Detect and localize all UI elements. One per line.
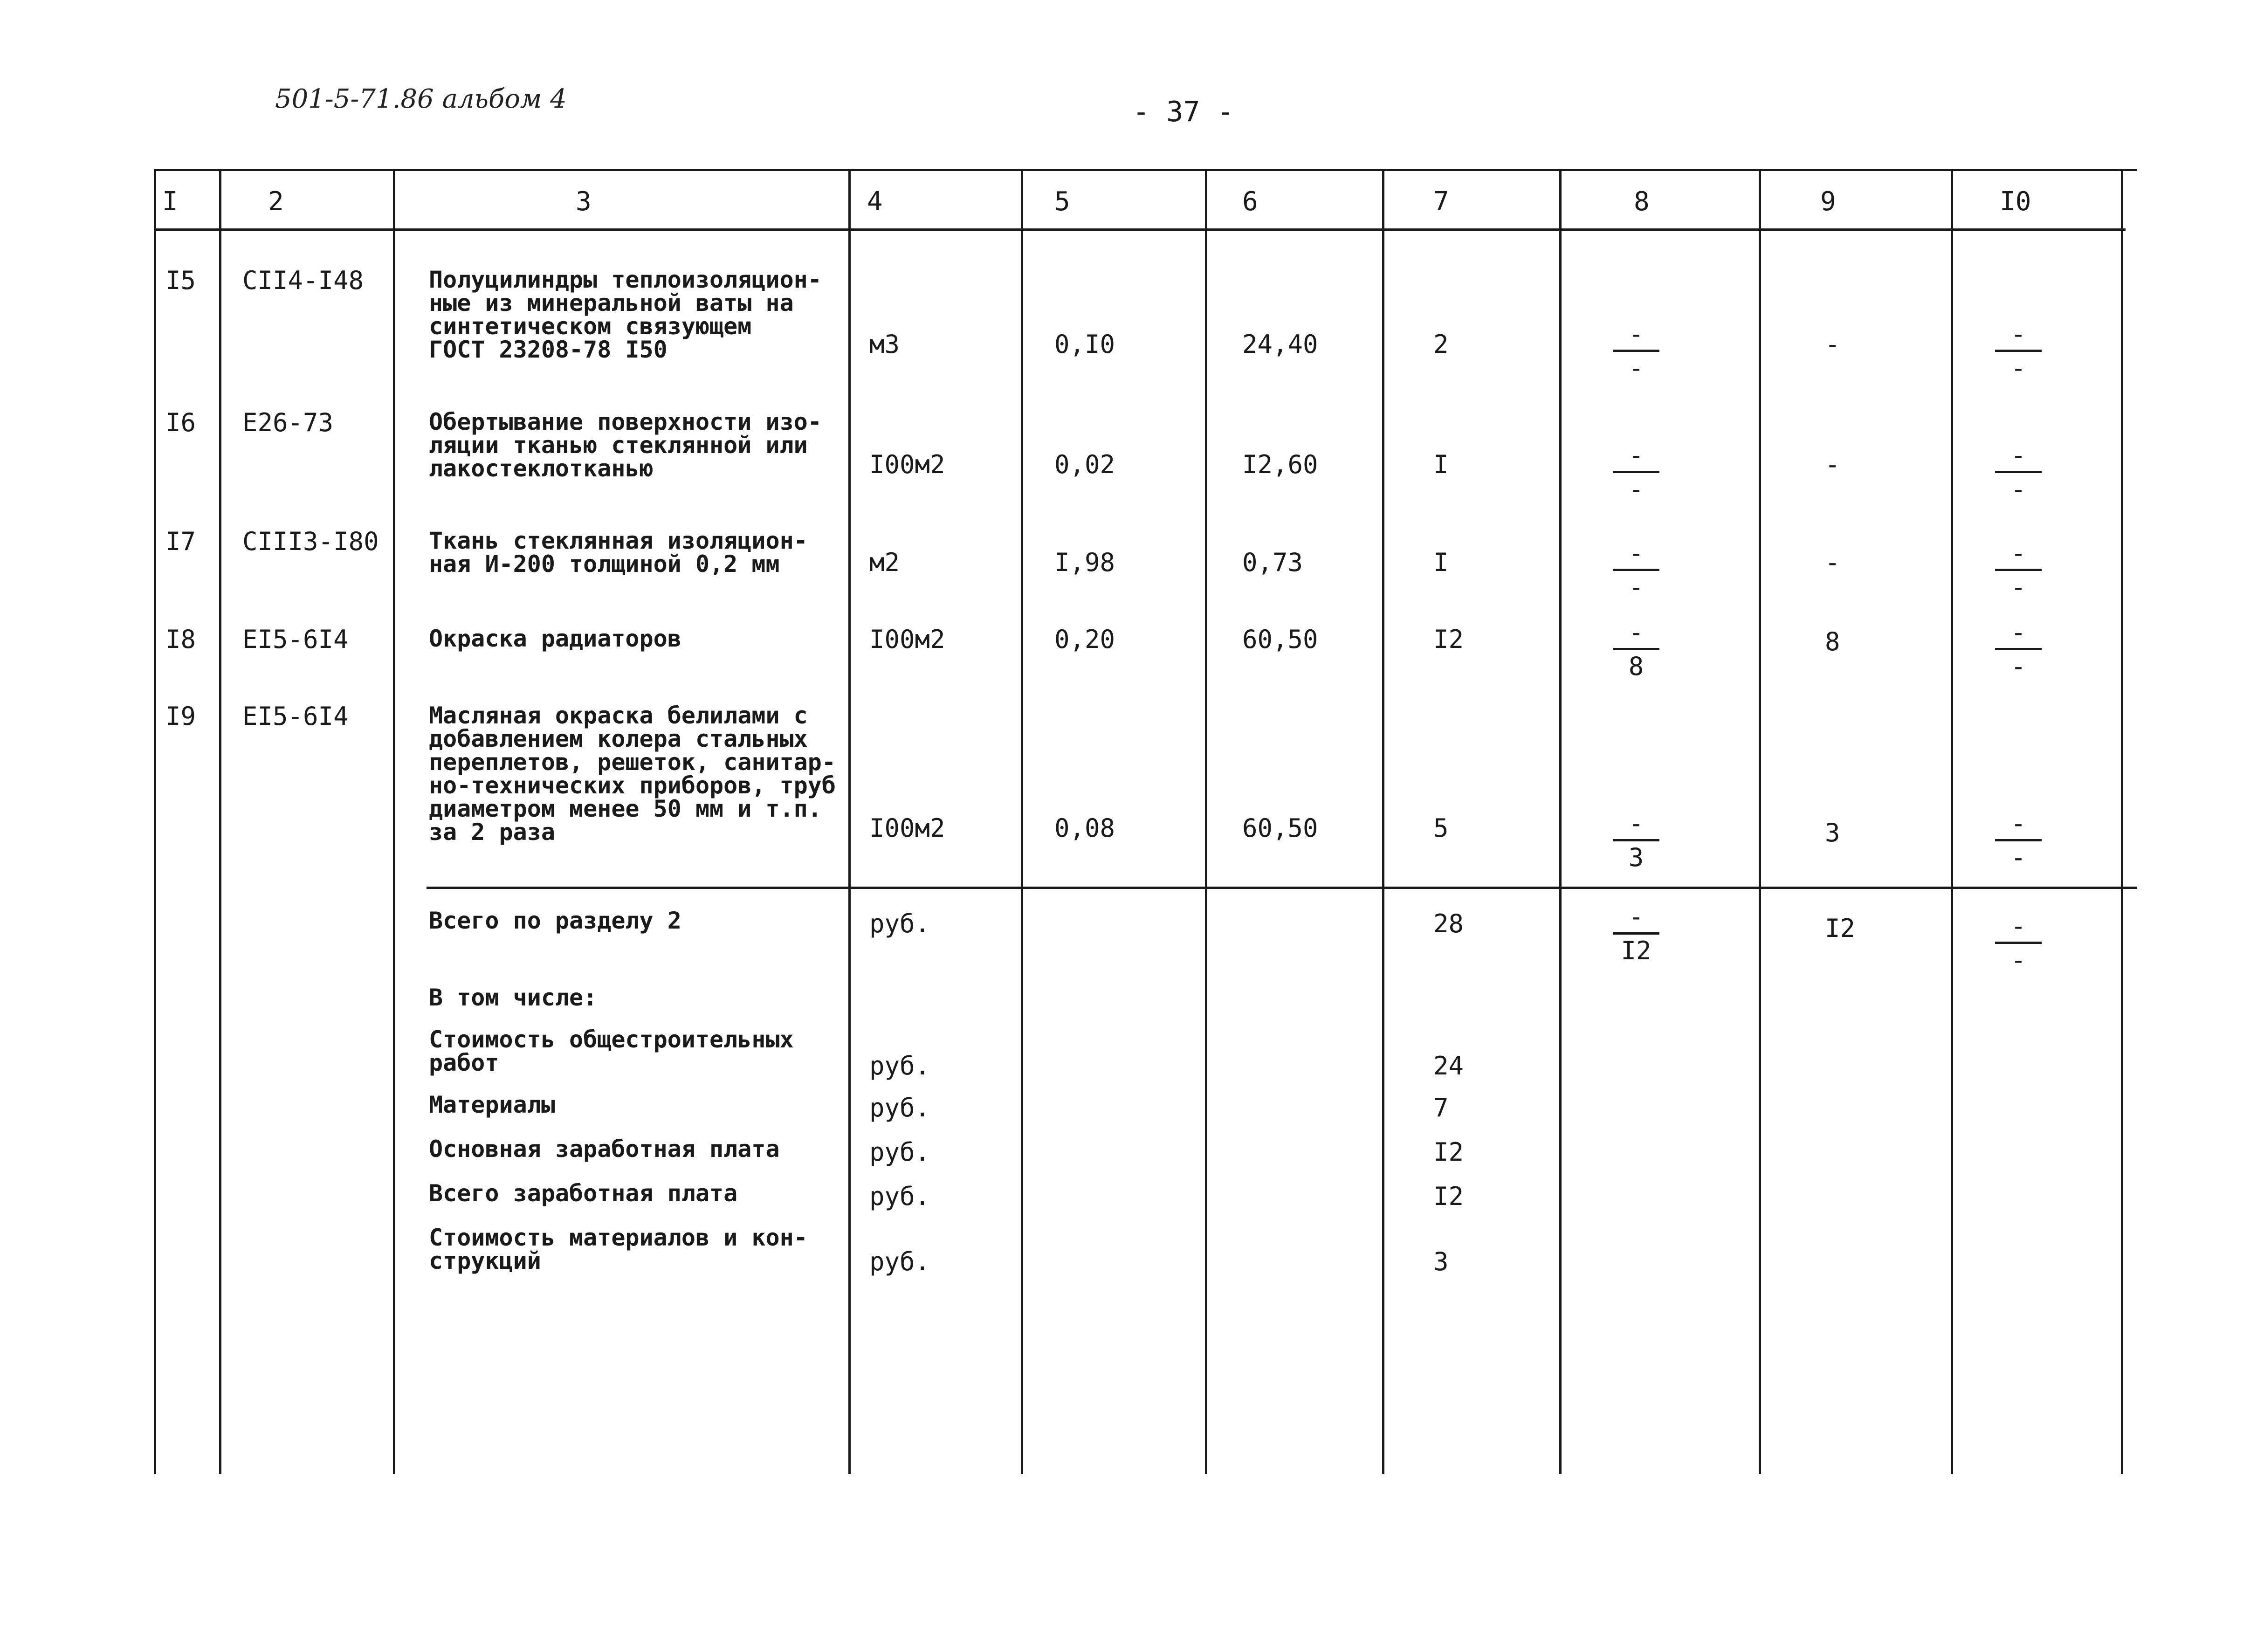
fraction-bottom: - bbox=[2010, 945, 2026, 975]
wage-fraction bbox=[1613, 811, 1659, 870]
column-header: 8 bbox=[1634, 186, 1650, 217]
wage-fraction bbox=[1613, 538, 1659, 602]
column-header: 9 bbox=[1820, 186, 1836, 217]
fraction-top: - bbox=[2010, 538, 2026, 568]
quantity: I,98 bbox=[1054, 548, 1115, 577]
row-number: I7 bbox=[165, 527, 196, 556]
column-header: 3 bbox=[576, 186, 592, 217]
material-fraction bbox=[1995, 811, 2042, 870]
rate-code: СII4-I48 bbox=[242, 266, 364, 295]
breakdown-unit: руб. bbox=[869, 1247, 930, 1276]
wage-total: I2 bbox=[1825, 914, 1856, 943]
unit: I00м2 bbox=[869, 625, 945, 654]
unit: I00м2 bbox=[869, 813, 945, 843]
material-fraction bbox=[1995, 538, 2042, 602]
column-divider bbox=[1559, 169, 1562, 1474]
subtotal-divider bbox=[427, 887, 2137, 889]
fraction-bottom: - bbox=[1628, 475, 1644, 504]
column-header: 4 bbox=[867, 186, 883, 217]
fraction-top: - bbox=[1628, 902, 1644, 931]
table-top-border bbox=[154, 169, 2137, 171]
fraction-bar bbox=[1613, 648, 1659, 650]
section-total-label: Всего по разделу 2 bbox=[429, 907, 681, 934]
breakdown-label: Стоимость общестроительных работ bbox=[429, 1026, 794, 1076]
fraction-bottom: - bbox=[2010, 353, 2026, 383]
rate-code: СIII3-I80 bbox=[242, 527, 379, 556]
total-cost: 5 bbox=[1433, 813, 1449, 843]
column-divider bbox=[1759, 169, 1761, 1474]
column-divider bbox=[1205, 169, 1207, 1474]
column-header: 6 bbox=[1242, 186, 1258, 217]
material-fraction bbox=[1995, 443, 2042, 502]
fraction-bottom: - bbox=[1628, 572, 1644, 602]
wage-total: - bbox=[1825, 450, 1840, 479]
header-bottom-border bbox=[154, 228, 2126, 231]
wage-total: 3 bbox=[1825, 818, 1840, 847]
column-header: 7 bbox=[1433, 186, 1449, 217]
fraction-bar bbox=[1995, 648, 2042, 650]
fraction-top: - bbox=[2010, 911, 2026, 941]
breakdown-value: 3 bbox=[1433, 1247, 1449, 1276]
document-code: 501-5-71.86 альбом 4 bbox=[275, 84, 567, 114]
fraction-bottom: - bbox=[2010, 843, 2026, 872]
material-fraction bbox=[1995, 319, 2042, 383]
fraction-bottom: - bbox=[2010, 652, 2026, 681]
fraction-bar bbox=[1613, 471, 1659, 473]
fraction-top: - bbox=[2010, 809, 2026, 838]
row-number: I9 bbox=[165, 702, 196, 731]
fraction-bottom: - bbox=[2010, 572, 2026, 602]
row-number: I8 bbox=[165, 625, 196, 654]
total-cost: I2 bbox=[1433, 625, 1464, 654]
column-header: I0 bbox=[2000, 186, 2031, 217]
fraction-top: - bbox=[1628, 618, 1644, 647]
column-header: I bbox=[162, 186, 178, 217]
wage-fraction bbox=[1613, 319, 1659, 383]
fraction-top: - bbox=[2010, 319, 2026, 349]
column-divider bbox=[1951, 169, 1953, 1474]
fraction-bar bbox=[1995, 569, 2042, 571]
total-cost: 2 bbox=[1433, 330, 1449, 359]
unit-price: 60,50 bbox=[1242, 625, 1318, 654]
column-divider bbox=[1021, 169, 1023, 1474]
fraction-top: - bbox=[2010, 618, 2026, 647]
unit: м3 bbox=[869, 330, 900, 359]
including-label: В том числе: bbox=[429, 984, 598, 1011]
fraction-bar bbox=[1613, 839, 1659, 841]
row-number: I6 bbox=[165, 408, 196, 437]
fraction-bottom: 3 bbox=[1628, 843, 1644, 872]
breakdown-label: Основная заработная плата bbox=[429, 1136, 780, 1163]
breakdown-unit: руб. bbox=[869, 1051, 930, 1081]
work-description: Ткань стеклянная изоляцион- ная И-200 толщиной 0,2 мм bbox=[429, 527, 808, 578]
breakdown-unit: руб. bbox=[869, 1182, 930, 1211]
fraction-bar bbox=[1613, 932, 1659, 935]
material-fraction bbox=[1995, 911, 2042, 975]
fraction-bar bbox=[1613, 350, 1659, 352]
quantity: 0,08 bbox=[1054, 813, 1115, 843]
fraction-top: - bbox=[1628, 809, 1644, 838]
quantity: 0,02 bbox=[1054, 450, 1115, 479]
breakdown-label: Стоимость материалов и кон- струкций bbox=[429, 1224, 808, 1274]
fraction-top: - bbox=[1628, 441, 1644, 470]
wage-fraction bbox=[1613, 443, 1659, 502]
wage-total: - bbox=[1825, 330, 1840, 359]
column-header: 5 bbox=[1054, 186, 1070, 217]
unit-price: 60,50 bbox=[1242, 813, 1318, 843]
fraction-bar bbox=[1613, 569, 1659, 571]
unit-price: 0,73 bbox=[1242, 548, 1303, 577]
fraction-bottom: - bbox=[1628, 353, 1644, 383]
work-description: Обертывание поверхности изо- ляции тканью стеклянной или лакостеклотканью bbox=[429, 408, 822, 482]
column-header: 2 bbox=[268, 186, 284, 217]
quantity: 0,20 bbox=[1054, 625, 1115, 654]
fraction-bar bbox=[1995, 839, 2042, 841]
wage-total: 8 bbox=[1825, 627, 1840, 656]
column-divider bbox=[848, 169, 851, 1474]
wage-fraction bbox=[1613, 904, 1659, 964]
work-description: Окраска радиаторов bbox=[429, 625, 681, 652]
rate-code: ЕI5-6I4 bbox=[242, 625, 349, 654]
fraction-bar bbox=[1995, 942, 2042, 944]
fraction-bottom: - bbox=[2010, 475, 2026, 504]
column-divider bbox=[154, 169, 156, 1474]
column-divider bbox=[1382, 169, 1384, 1474]
breakdown-label: Всего заработная плата bbox=[429, 1180, 738, 1207]
fraction-bar bbox=[1995, 350, 2042, 352]
fraction-bottom: I2 bbox=[1621, 936, 1651, 965]
breakdown-value: I2 bbox=[1433, 1137, 1464, 1167]
page-number: - 37 - bbox=[1133, 96, 1234, 128]
rate-code: ЕI5-6I4 bbox=[242, 702, 349, 731]
fraction-bar bbox=[1995, 471, 2042, 473]
unit-price: I2,60 bbox=[1242, 450, 1318, 479]
breakdown-value: 7 bbox=[1433, 1093, 1449, 1122]
wage-total: - bbox=[1825, 548, 1840, 577]
breakdown-value: I2 bbox=[1433, 1182, 1464, 1211]
total-cost: I bbox=[1433, 548, 1449, 577]
unit-price: 24,40 bbox=[1242, 330, 1318, 359]
unit: I00м2 bbox=[869, 450, 945, 479]
column-divider bbox=[219, 169, 221, 1474]
material-fraction bbox=[1995, 620, 2042, 679]
total-cost: I bbox=[1433, 450, 1449, 479]
breakdown-unit: руб. bbox=[869, 1093, 930, 1122]
fraction-top: - bbox=[2010, 441, 2026, 470]
wage-fraction bbox=[1613, 620, 1659, 679]
column-divider bbox=[393, 169, 395, 1474]
fraction-top: - bbox=[1628, 538, 1644, 568]
row-number: I5 bbox=[165, 266, 196, 295]
breakdown-label: Материалы bbox=[429, 1091, 555, 1118]
fraction-bottom: 8 bbox=[1628, 652, 1644, 681]
section-total-unit: руб. bbox=[869, 909, 930, 938]
breakdown-unit: руб. bbox=[869, 1137, 930, 1167]
rate-code: Е26-73 bbox=[242, 408, 334, 437]
work-description: Масляная окраска белилами с добавлением колера стальных переплетов, решеток, санитар- но-технических приборов, труб диаметром менее 50 мм и т.п. за 2 раза bbox=[429, 702, 836, 846]
breakdown-value: 24 bbox=[1433, 1051, 1464, 1081]
quantity: 0,I0 bbox=[1054, 330, 1115, 359]
fraction-top: - bbox=[1628, 319, 1644, 349]
work-description: Полуцилиндры теплоизоляцион- ные из минеральной ваты на синтетическом связующем ГОСТ 23208-78 I50 bbox=[429, 266, 822, 363]
column-divider bbox=[2121, 169, 2123, 1474]
section-total-value: 28 bbox=[1433, 909, 1464, 938]
unit: м2 bbox=[869, 548, 900, 577]
